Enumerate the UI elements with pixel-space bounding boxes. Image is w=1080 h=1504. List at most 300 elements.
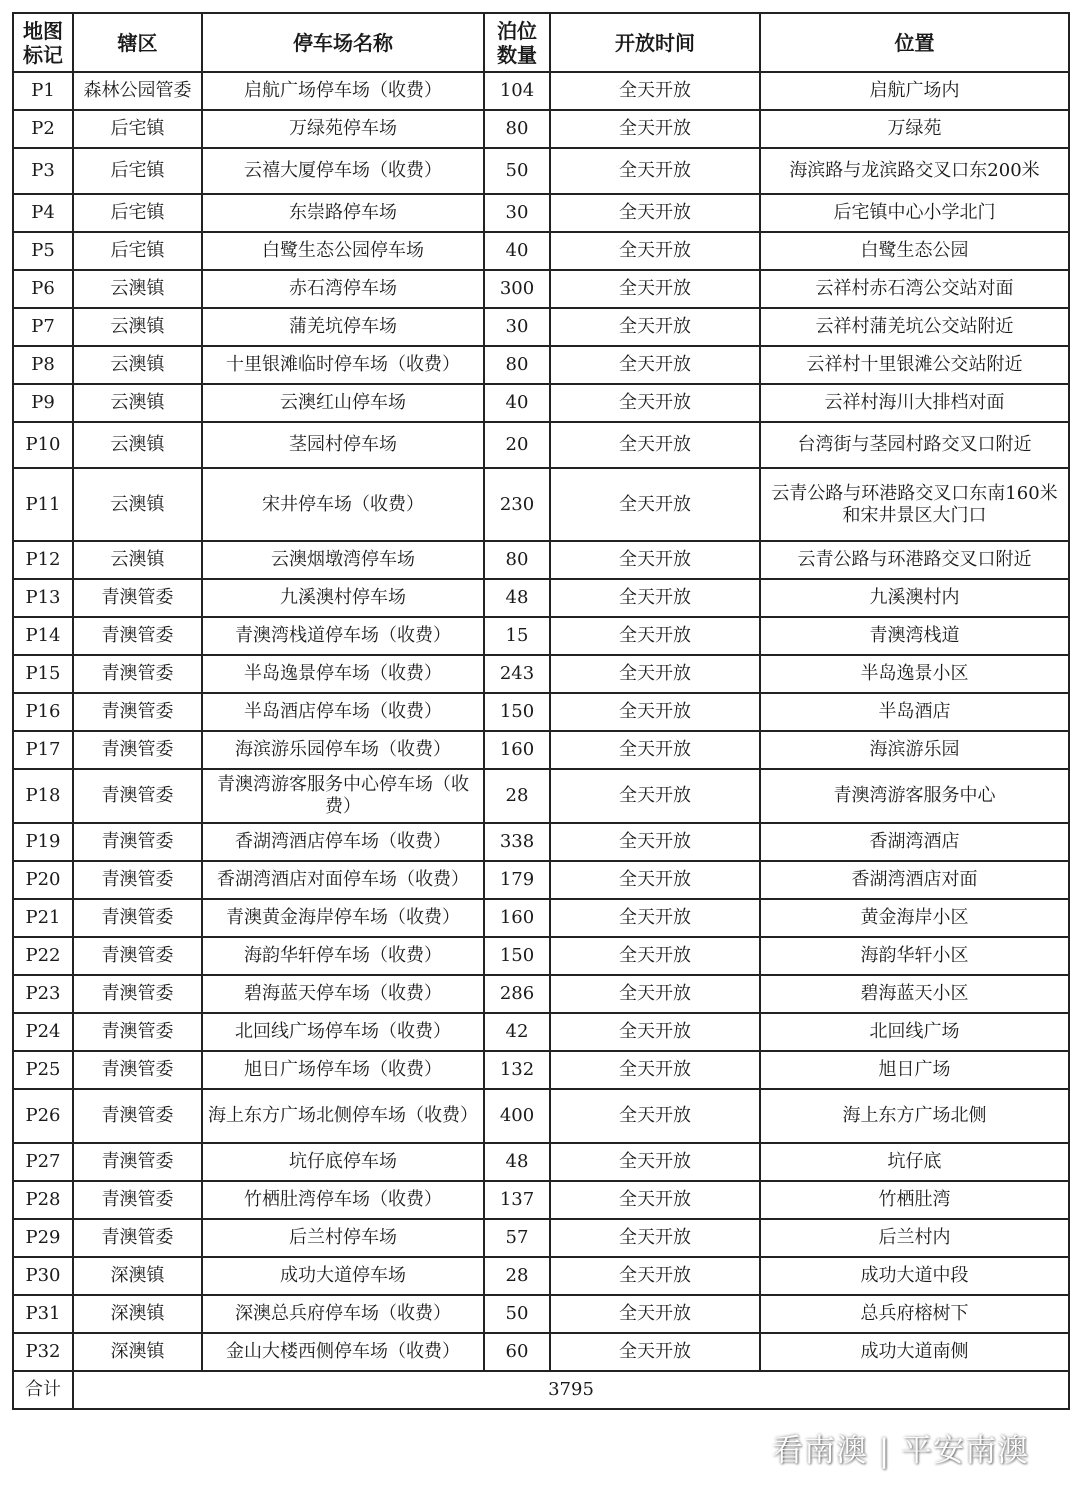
cell-open-hours-text: 全天开放 xyxy=(619,240,691,261)
cell-open-hours-text: 全天开放 xyxy=(619,739,691,760)
cell-district xyxy=(73,861,202,899)
cell-map-mark xyxy=(13,731,73,769)
cell-location-text: 半岛酒店 xyxy=(878,701,951,722)
table-row xyxy=(13,422,1069,468)
cell-spaces-text: 15 xyxy=(505,625,529,646)
cell-spaces xyxy=(484,110,550,148)
cell-open-hours xyxy=(550,617,760,655)
cell-open-hours-text: 全天开放 xyxy=(619,1303,691,1324)
cell-map-mark xyxy=(13,1143,73,1181)
cell-spaces-text: 48 xyxy=(505,587,529,608)
cell-map-mark-text: P29 xyxy=(25,1227,61,1248)
cell-map-mark-text: P31 xyxy=(25,1303,61,1324)
cell-spaces-text: 50 xyxy=(505,1303,529,1324)
cell-district xyxy=(73,769,202,823)
cell-parking-name-text: 旭日广场停车场（收费） xyxy=(244,1059,442,1080)
cell-location-text: 后兰村内 xyxy=(878,1227,951,1248)
cell-map-mark-text: P17 xyxy=(25,739,61,760)
cell-parking-name xyxy=(202,468,484,541)
cell-district-text: 后宅镇 xyxy=(110,118,165,139)
cell-open-hours xyxy=(550,468,760,541)
cell-district-text: 青澳管委 xyxy=(101,1059,174,1080)
cell-map-mark-text: P11 xyxy=(25,493,61,515)
cell-location-text: 香湖湾酒店对面 xyxy=(851,869,978,890)
table-row xyxy=(13,468,1069,541)
cell-location-text: 坑仔底 xyxy=(887,1151,942,1172)
cell-spaces-text: 160 xyxy=(499,907,535,928)
table-row xyxy=(13,693,1069,731)
cell-parking-name xyxy=(202,617,484,655)
cell-district-text: 青澳管委 xyxy=(101,869,174,890)
cell-district-text: 深澳镇 xyxy=(110,1341,165,1362)
table-row xyxy=(13,308,1069,346)
cell-district-text: 青澳管委 xyxy=(101,785,174,806)
cell-district-text: 青澳管委 xyxy=(101,701,174,722)
cell-location-text: 北回线广场 xyxy=(869,1021,960,1042)
cell-parking-name-text: 半岛逸景停车场（收费） xyxy=(244,663,442,684)
table-row xyxy=(13,1051,1069,1089)
cell-parking-name-text: 茎园村停车场 xyxy=(289,434,397,455)
cell-location-text: 海滨路与龙滨路交叉口东200米 xyxy=(789,160,1040,181)
cell-map-mark-text: P10 xyxy=(25,434,61,455)
cell-location-text: 台湾街与茎园村路交叉口附近 xyxy=(797,434,1032,455)
cell-location-text: 海韵华轩小区 xyxy=(860,945,969,966)
cell-map-mark-text: P32 xyxy=(25,1341,61,1362)
cell-district xyxy=(73,194,202,232)
cell-spaces xyxy=(484,1143,550,1181)
cell-district xyxy=(73,1333,202,1371)
cell-parking-name-text: 坑仔底停车场 xyxy=(289,1151,397,1172)
cell-spaces xyxy=(484,308,550,346)
cell-open-hours-text: 全天开放 xyxy=(619,202,691,223)
cell-parking-name xyxy=(202,823,484,861)
cell-map-mark-text: P20 xyxy=(25,869,61,890)
cell-district xyxy=(73,1257,202,1295)
cell-spaces-text: 286 xyxy=(499,983,535,1004)
cell-district-text: 云澳镇 xyxy=(110,434,165,455)
cell-spaces xyxy=(484,937,550,975)
cell-parking-name-text: 启航广场停车场（收费） xyxy=(244,80,442,101)
cell-parking-name xyxy=(202,899,484,937)
cell-district xyxy=(73,937,202,975)
cell-open-hours xyxy=(550,232,760,270)
cell-location xyxy=(760,468,1069,541)
table-row xyxy=(13,541,1069,579)
cell-location-text: 半岛逸景小区 xyxy=(860,663,969,684)
cell-spaces xyxy=(484,270,550,308)
cell-open-hours xyxy=(550,72,760,110)
cell-district xyxy=(73,655,202,693)
cell-location xyxy=(760,693,1069,731)
cell-parking-name-text: 云禧大厦停车场（收费） xyxy=(244,160,442,181)
cell-parking-name-text: 后兰村停车场 xyxy=(289,1227,397,1248)
cell-parking-name xyxy=(202,232,484,270)
cell-parking-name xyxy=(202,1333,484,1371)
cell-location xyxy=(760,655,1069,693)
cell-district-text: 云澳镇 xyxy=(110,278,165,299)
header-district: 辖区 xyxy=(73,13,202,72)
cell-parking-name-text: 香湖湾酒店停车场（收费） xyxy=(235,831,451,852)
table-row xyxy=(13,861,1069,899)
cell-district-text: 青澳管委 xyxy=(101,945,174,966)
cell-map-mark-text: P23 xyxy=(25,983,61,1004)
cell-location xyxy=(760,1013,1069,1051)
table-row xyxy=(13,346,1069,384)
cell-open-hours-text: 全天开放 xyxy=(619,625,691,646)
cell-spaces-text: 40 xyxy=(505,240,529,261)
cell-spaces-text: 48 xyxy=(505,1151,529,1172)
cell-location-text: 启航广场内 xyxy=(869,80,960,101)
cell-open-hours xyxy=(550,1295,760,1333)
cell-map-mark xyxy=(13,1051,73,1089)
cell-open-hours xyxy=(550,1333,760,1371)
cell-open-hours xyxy=(550,270,760,308)
cell-parking-name xyxy=(202,346,484,384)
cell-district xyxy=(73,1295,202,1333)
cell-location-text: 香湖湾酒店 xyxy=(869,831,960,852)
cell-map-mark-text: P3 xyxy=(31,160,55,181)
watermark-text: 看南澳 | 平安南澳 xyxy=(772,1433,1030,1469)
cell-open-hours xyxy=(550,579,760,617)
cell-location xyxy=(760,975,1069,1013)
cell-location xyxy=(760,937,1069,975)
cell-open-hours xyxy=(550,422,760,468)
cell-spaces-text: 30 xyxy=(505,316,529,337)
cell-location-text: 后宅镇中心小学北门 xyxy=(833,202,996,223)
cell-map-mark xyxy=(13,308,73,346)
cell-spaces-text: 80 xyxy=(505,118,529,139)
cell-location xyxy=(760,1295,1069,1333)
cell-map-mark xyxy=(13,861,73,899)
cell-open-hours-text: 全天开放 xyxy=(619,493,691,515)
cell-open-hours-text: 全天开放 xyxy=(619,1265,691,1286)
cell-parking-name xyxy=(202,270,484,308)
cell-location-text: 九溪澳村内 xyxy=(869,587,960,608)
cell-spaces xyxy=(484,422,550,468)
cell-location xyxy=(760,1219,1069,1257)
cell-open-hours xyxy=(550,1089,760,1143)
table-row xyxy=(13,899,1069,937)
total-row xyxy=(13,1371,1069,1409)
cell-location xyxy=(760,148,1069,194)
cell-district xyxy=(73,693,202,731)
cell-district xyxy=(73,1143,202,1181)
cell-parking-name xyxy=(202,769,484,823)
cell-open-hours-text: 全天开放 xyxy=(619,1227,691,1248)
cell-map-mark-text: P25 xyxy=(25,1059,61,1080)
cell-open-hours xyxy=(550,1013,760,1051)
cell-parking-name xyxy=(202,384,484,422)
cell-location xyxy=(760,1089,1069,1143)
cell-open-hours-text: 全天开放 xyxy=(619,1105,691,1126)
cell-location-text: 竹栖肚湾 xyxy=(878,1189,951,1210)
cell-open-hours xyxy=(550,975,760,1013)
cell-open-hours xyxy=(550,346,760,384)
cell-spaces-text: 80 xyxy=(505,549,529,570)
cell-spaces xyxy=(484,468,550,541)
cell-location-text: 云青公路与环港路交叉口东南160米和宋井景区大门口 xyxy=(771,482,1058,526)
cell-parking-name xyxy=(202,1143,484,1181)
cell-open-hours xyxy=(550,731,760,769)
table-row xyxy=(13,384,1069,422)
cell-location xyxy=(760,1051,1069,1089)
table-row xyxy=(13,1219,1069,1257)
cell-district-text: 云澳镇 xyxy=(110,549,165,570)
cell-location xyxy=(760,384,1069,422)
cell-map-mark xyxy=(13,72,73,110)
cell-parking-name-text: 九溪澳村停车场 xyxy=(280,587,406,608)
cell-district xyxy=(73,1013,202,1051)
cell-parking-name xyxy=(202,1181,484,1219)
cell-map-mark-text: P9 xyxy=(31,392,55,413)
cell-location xyxy=(760,422,1069,468)
cell-location-text: 云祥村赤石湾公交站对面 xyxy=(815,278,1014,299)
cell-parking-name-text: 青澳湾游客服务中心停车场（收费） xyxy=(217,774,469,817)
cell-map-mark-text: P1 xyxy=(31,80,55,101)
cell-district xyxy=(73,579,202,617)
cell-map-mark xyxy=(13,1257,73,1295)
cell-map-mark xyxy=(13,1013,73,1051)
cell-open-hours xyxy=(550,655,760,693)
cell-spaces-text: 137 xyxy=(499,1189,535,1210)
table-row xyxy=(13,72,1069,110)
cell-parking-name-text: 蒲羌坑停车场 xyxy=(289,316,397,337)
cell-location xyxy=(760,270,1069,308)
cell-open-hours-text: 全天开放 xyxy=(619,1341,691,1362)
header-parking-name: 停车场名称 xyxy=(202,13,484,72)
cell-map-mark-text: P6 xyxy=(31,278,55,299)
cell-parking-name xyxy=(202,731,484,769)
cell-map-mark xyxy=(13,579,73,617)
cell-map-mark-text: P27 xyxy=(25,1151,61,1172)
cell-map-mark-text: P15 xyxy=(25,663,61,684)
cell-open-hours xyxy=(550,110,760,148)
cell-open-hours-text: 全天开放 xyxy=(619,118,691,139)
table-header xyxy=(13,13,1069,72)
cell-spaces xyxy=(484,617,550,655)
cell-open-hours xyxy=(550,899,760,937)
parking-lot-table xyxy=(12,12,1070,1410)
cell-district-text: 后宅镇 xyxy=(110,240,165,261)
cell-parking-name-text: 海韵华轩停车场（收费） xyxy=(244,945,442,966)
cell-open-hours xyxy=(550,541,760,579)
cell-district xyxy=(73,1181,202,1219)
cell-location xyxy=(760,1257,1069,1295)
cell-district-text: 青澳管委 xyxy=(101,1151,174,1172)
cell-district-text: 深澳镇 xyxy=(110,1265,165,1286)
cell-spaces xyxy=(484,823,550,861)
cell-open-hours-text: 全天开放 xyxy=(619,663,691,684)
cell-parking-name-text: 深澳总兵府停车场（收费） xyxy=(235,1303,451,1324)
cell-spaces xyxy=(484,346,550,384)
cell-spaces xyxy=(484,148,550,194)
cell-parking-name-text: 宋井停车场（收费） xyxy=(262,493,424,515)
table-row xyxy=(13,937,1069,975)
table-row xyxy=(13,617,1069,655)
cell-parking-name-text: 云澳烟墩湾停车场 xyxy=(271,549,415,570)
cell-open-hours-text: 全天开放 xyxy=(619,434,691,455)
cell-district xyxy=(73,232,202,270)
cell-district-text: 青澳管委 xyxy=(101,663,174,684)
cell-open-hours-text: 全天开放 xyxy=(619,160,691,181)
cell-spaces xyxy=(484,1219,550,1257)
cell-parking-name-text: 成功大道停车场 xyxy=(280,1265,406,1286)
cell-map-mark-text: P12 xyxy=(25,549,61,570)
cell-location-text: 旭日广场 xyxy=(878,1059,951,1080)
cell-map-mark xyxy=(13,975,73,1013)
cell-parking-name xyxy=(202,1219,484,1257)
cell-map-mark xyxy=(13,1089,73,1143)
cell-map-mark xyxy=(13,1295,73,1333)
cell-spaces xyxy=(484,384,550,422)
cell-parking-name-text: 青澳湾栈道停车场（收费） xyxy=(235,625,451,646)
cell-open-hours xyxy=(550,308,760,346)
cell-location-text: 云青公路与环港路交叉口附近 xyxy=(797,549,1032,570)
cell-map-mark xyxy=(13,194,73,232)
cell-district xyxy=(73,270,202,308)
cell-district xyxy=(73,1051,202,1089)
cell-spaces-text: 104 xyxy=(499,80,535,101)
cell-district xyxy=(73,148,202,194)
cell-district-text: 青澳管委 xyxy=(101,1189,174,1210)
cell-district-text: 青澳管委 xyxy=(101,739,174,760)
cell-location xyxy=(760,861,1069,899)
cell-spaces xyxy=(484,1333,550,1371)
cell-map-mark xyxy=(13,655,73,693)
cell-open-hours-text: 全天开放 xyxy=(619,945,691,966)
cell-district xyxy=(73,110,202,148)
cell-parking-name-text: 香湖湾酒店对面停车场（收费） xyxy=(217,869,469,890)
cell-open-hours xyxy=(550,1143,760,1181)
cell-parking-name xyxy=(202,541,484,579)
cell-open-hours xyxy=(550,194,760,232)
cell-spaces xyxy=(484,1181,550,1219)
cell-parking-name xyxy=(202,975,484,1013)
cell-open-hours-text: 全天开放 xyxy=(619,701,691,722)
cell-map-mark xyxy=(13,110,73,148)
cell-location-text: 云祥村海川大排档对面 xyxy=(824,392,1005,413)
cell-district-text: 青澳管委 xyxy=(101,625,174,646)
cell-map-mark xyxy=(13,899,73,937)
cell-location xyxy=(760,308,1069,346)
cell-map-mark-text: P18 xyxy=(25,785,61,806)
cell-spaces xyxy=(484,579,550,617)
cell-open-hours xyxy=(550,823,760,861)
cell-spaces xyxy=(484,1051,550,1089)
cell-spaces xyxy=(484,194,550,232)
cell-map-mark-text: P5 xyxy=(31,240,55,261)
cell-parking-name-text: 碧海蓝天停车场（收费） xyxy=(244,983,442,1004)
cell-map-mark xyxy=(13,468,73,541)
cell-parking-name-text: 十里银滩临时停车场（收费） xyxy=(226,354,460,375)
cell-location-text: 成功大道南侧 xyxy=(860,1341,969,1362)
cell-district xyxy=(73,617,202,655)
cell-parking-name xyxy=(202,861,484,899)
cell-location-text: 海滨游乐园 xyxy=(869,739,960,760)
cell-open-hours-text: 全天开放 xyxy=(619,354,691,375)
cell-district xyxy=(73,731,202,769)
cell-map-mark xyxy=(13,1333,73,1371)
cell-open-hours xyxy=(550,1051,760,1089)
cell-parking-name xyxy=(202,110,484,148)
table-row xyxy=(13,110,1069,148)
cell-open-hours-text: 全天开放 xyxy=(619,1189,691,1210)
cell-spaces-text: 160 xyxy=(499,739,535,760)
cell-location xyxy=(760,617,1069,655)
cell-district-text: 青澳管委 xyxy=(101,907,174,928)
cell-location-text: 海上东方广场北侧 xyxy=(842,1105,987,1126)
cell-spaces-text: 179 xyxy=(499,869,535,890)
cell-location xyxy=(760,731,1069,769)
cell-open-hours-text: 全天开放 xyxy=(619,785,691,806)
cell-open-hours xyxy=(550,937,760,975)
cell-parking-name-text: 白鹭生态公园停车场 xyxy=(262,240,424,261)
cell-spaces xyxy=(484,232,550,270)
cell-district xyxy=(73,1219,202,1257)
cell-district-text: 青澳管委 xyxy=(101,587,174,608)
header-open-hours: 开放时间 xyxy=(550,13,760,72)
cell-parking-name xyxy=(202,1089,484,1143)
cell-district xyxy=(73,308,202,346)
cell-spaces xyxy=(484,1089,550,1143)
cell-map-mark xyxy=(13,541,73,579)
cell-open-hours xyxy=(550,693,760,731)
cell-open-hours-text: 全天开放 xyxy=(619,1059,691,1080)
cell-spaces-text: 28 xyxy=(505,785,529,806)
cell-open-hours-text: 全天开放 xyxy=(619,983,691,1004)
cell-spaces-text: 150 xyxy=(499,945,535,966)
cell-spaces-text: 57 xyxy=(505,1227,529,1248)
cell-open-hours-text: 全天开放 xyxy=(619,587,691,608)
cell-parking-name xyxy=(202,693,484,731)
cell-parking-name xyxy=(202,1051,484,1089)
table-row xyxy=(13,579,1069,617)
cell-location-text: 青澳湾游客服务中心 xyxy=(833,785,996,806)
cell-spaces-text: 338 xyxy=(499,831,535,852)
cell-district-text: 后宅镇 xyxy=(110,202,165,223)
table-row xyxy=(13,270,1069,308)
cell-parking-name-text: 东崇路停车场 xyxy=(289,202,397,223)
cell-location-text: 黄金海岸小区 xyxy=(860,907,969,928)
cell-location xyxy=(760,194,1069,232)
cell-map-mark xyxy=(13,1219,73,1257)
cell-district-text: 深澳镇 xyxy=(110,1303,165,1324)
cell-map-mark xyxy=(13,232,73,270)
cell-district xyxy=(73,72,202,110)
cell-location xyxy=(760,579,1069,617)
cell-location xyxy=(760,346,1069,384)
cell-spaces-text: 230 xyxy=(499,493,535,515)
table-row xyxy=(13,975,1069,1013)
cell-district-text: 青澳管委 xyxy=(101,983,174,1004)
cell-spaces-text: 60 xyxy=(505,1341,529,1362)
cell-parking-name xyxy=(202,1257,484,1295)
cell-parking-name xyxy=(202,655,484,693)
cell-district-text: 青澳管委 xyxy=(101,1105,174,1126)
cell-location-text: 青澳湾栈道 xyxy=(869,625,960,646)
cell-spaces xyxy=(484,975,550,1013)
cell-parking-name-text: 海上东方广场北侧停车场（收费） xyxy=(208,1105,478,1126)
cell-location-text: 万绿苑 xyxy=(887,118,942,139)
cell-map-mark-text: P22 xyxy=(25,945,61,966)
cell-map-mark-text: P19 xyxy=(25,831,61,852)
cell-parking-name xyxy=(202,579,484,617)
cell-location xyxy=(760,1333,1069,1371)
cell-parking-name xyxy=(202,72,484,110)
cell-map-mark-text: P2 xyxy=(31,118,55,139)
cell-location-text: 云祥村十里银滩公交站附近 xyxy=(806,354,1023,375)
cell-open-hours-text: 全天开放 xyxy=(619,80,691,101)
